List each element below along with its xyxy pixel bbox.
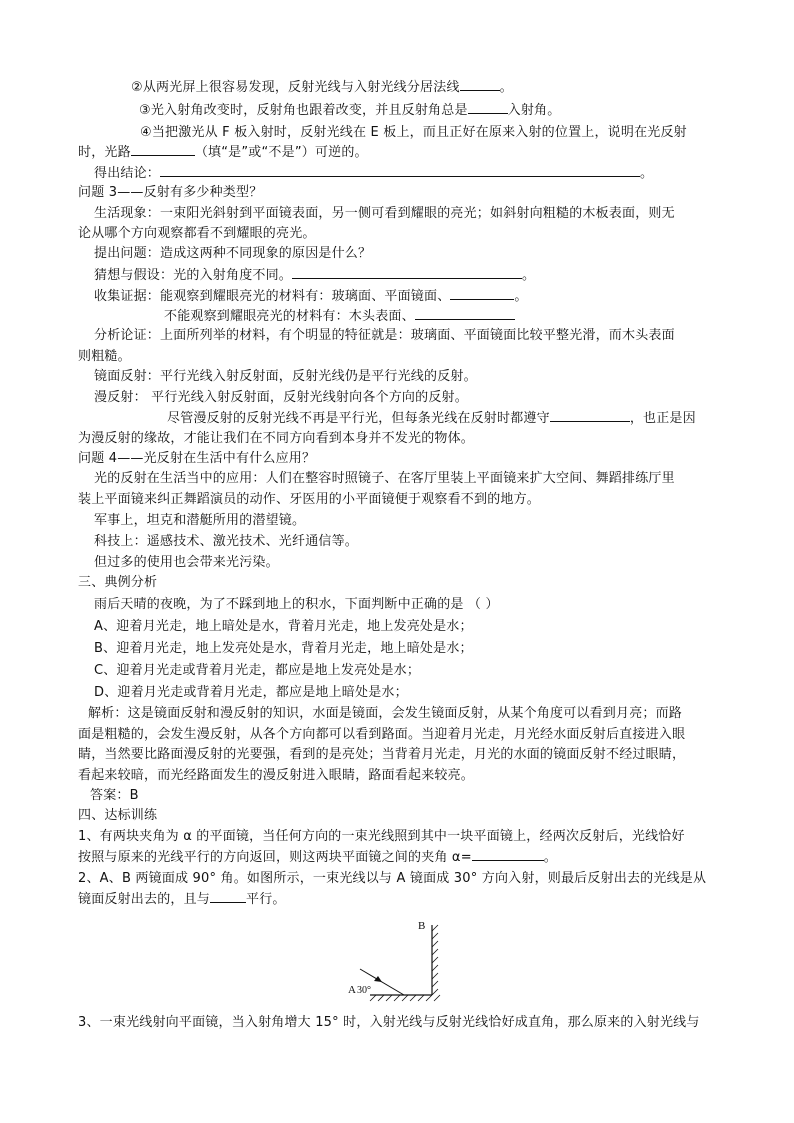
- text-line: 按照与原来的光线平行的方向返回，则这两块平面镜之间的夹角 α= 。: [78, 850, 557, 865]
- text-line: 漫反射： 平行光线入射反射面，反射光线射向各个方向的反射。: [94, 390, 468, 405]
- mirror-a-hatch: [370, 995, 440, 1001]
- text-line: ②从两光屏上很容易发现，反射光线与入射光线分居法线 。: [131, 80, 513, 95]
- text-line: 得出结论： 。: [94, 166, 654, 181]
- text-line: 镜面反射出去的，且与 平行。: [78, 892, 286, 907]
- text-line: ③光入射角改变时，反射角也跟着改变，并且反射角总是 入射角。: [139, 103, 561, 118]
- option-a: A、迎着月光走，地上暗处是水，背着月光走，地上发亮处是水；: [94, 619, 473, 634]
- text-line: 睛，当然要比路面漫反射的光要强，看到的是亮处；当背着月光走，月光的水面的镜面反射不经过眼睛，: [78, 747, 686, 762]
- blank: [292, 266, 522, 279]
- text-line: 解析：这是镜面反射和漫反射的知识，水面是镜面，会发生镜面反射，从某个角度可以看到月亮；而路: [88, 706, 683, 721]
- text-line: 镜面反射：平行光线入射反射面，反射光线仍是平行光线的反射。: [94, 369, 477, 384]
- text-line: 猜想与假设：光的入射角度不同。 。: [94, 268, 536, 283]
- text-line: 提出问题：造成这两种不同现象的原因是什么？: [94, 246, 372, 261]
- angle-label: 30°: [357, 985, 371, 996]
- text-line: 尽管漫反射的反射光线不再是平行光，但每条光线在反射时都遵守 ，也正是因: [167, 411, 696, 426]
- text-line: 光的反射在生活当中的应用：人们在整容时照镜子、在客厅里装上平面镜来扩大空间、舞蹈排练厅里: [94, 471, 675, 486]
- text-line: 2、A、B 两镜面成 90° 角。如图所示，一束光线以与 A 镜面成 30° 方向入射，则最后反射出去的光线是从: [78, 871, 707, 886]
- section-heading: 问题 4——光反射在生活中有什么应用？: [78, 451, 316, 466]
- text-line: 1、有两块夹角为 α 的平面镜，当任何方向的一束光线照到其中一块平面镜上，经两次反射后，光线恰好: [78, 829, 685, 844]
- option-c: C、迎着月光走或背着月光走，都应是地上发亮处是水；: [94, 663, 421, 678]
- section-heading: 三、典例分析: [78, 575, 158, 590]
- text-line: 收集证据：能观察到耀眼亮光的材料有：玻璃面、平面镜面、 。: [94, 289, 528, 304]
- option-d: D、迎着月光走或背着月光走，都应是地上暗处是水；: [94, 685, 408, 700]
- answer-line: 答案：B: [90, 788, 139, 803]
- section-heading: 四、达标训练: [78, 808, 158, 823]
- blank: [210, 890, 246, 903]
- text-line: ④当把激光从 F 板入射时，反射光线在 E 板上，而且正好在原来入射的位置上，说明在光反射: [140, 125, 687, 140]
- mirror-b-hatch: [432, 925, 438, 995]
- blank: [160, 164, 640, 177]
- text-line: 分析论证：上面所列举的材料，有个明显的特征就是：玻璃面、平面镜面比较平整光滑，而木头表面: [94, 328, 675, 343]
- section-heading: 问题 3——反射有多少种类型？: [78, 185, 263, 200]
- text-line: 3、一束光线射向平面镜，当入射角增大 15° 时，入射光线与反射光线恰好成直角，那么原来的入射光线与: [78, 1015, 700, 1030]
- question-stem: 雨后天晴的夜晚，为了不踩到地上的积水，下面判断中正确的是 （ ）: [94, 597, 499, 612]
- text-line: 科技上：遥感技术、激光技术、光纤通信等。: [94, 534, 359, 549]
- blank: [550, 409, 630, 422]
- mirror-diagram: [340, 915, 450, 1005]
- text-line: 时，光路 （填“是”或“不是”）可逆的。: [78, 145, 368, 160]
- blank: [472, 848, 544, 861]
- text-line: 军事上，坦克和潜艇所用的潜望镜。: [94, 513, 306, 528]
- blank: [131, 143, 195, 156]
- text-line: 看起来较暗，而光经路面发生的漫反射进入眼睛，路面看起来较亮。: [78, 768, 475, 783]
- blank: [468, 101, 508, 114]
- text-line: 但过多的使用也会带来光污染。: [94, 555, 279, 570]
- blank: [460, 78, 500, 91]
- label-a: A: [348, 984, 356, 996]
- text-line: 为漫反射的缘故，才能让我们在不同方向看到本身并不发光的物体。: [78, 431, 475, 446]
- option-b: B、迎着月光走，地上发亮处是水，背着月光走，地上暗处是水；: [94, 641, 473, 656]
- text-line: 装上平面镜来纠正舞蹈演员的动作、牙医用的小平面镜便于观察看不到的地方。: [78, 492, 541, 507]
- text-line: 则粗糙。: [78, 349, 131, 364]
- text-line: 生活现象：一束阳光斜射到平面镜表面，另一侧可看到耀眼的亮光；如斜射向粗糙的木板表面，则无: [94, 206, 675, 221]
- text-line: 论从哪个方向观察都看不到耀眼的亮光。: [78, 226, 316, 241]
- ray-arrowhead: [374, 976, 382, 982]
- text-line: 不能观察到耀眼亮光的材料有：木头表面、: [164, 307, 515, 326]
- text-line: 面是粗糙的，会发生漫反射，从各个方向都可以看到路面。当迎着月光走，月光经水面反射后直接进入眼: [78, 727, 686, 742]
- blank: [450, 287, 514, 300]
- blank: [415, 307, 515, 320]
- label-b: B: [418, 920, 426, 932]
